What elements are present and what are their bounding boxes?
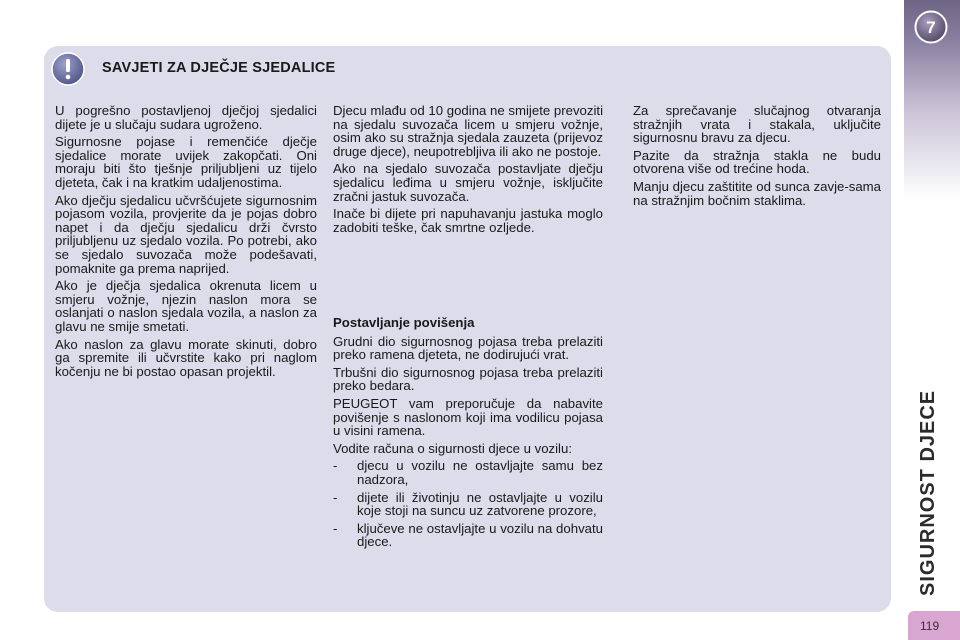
column-2-bottom (333, 316, 603, 553)
list-item-text: dijete ili životinju ne ostavljajte u vozilu koje stoji na suncu uz zatvorene prozore, (357, 489, 603, 519)
dash-bullet: - (333, 458, 338, 474)
paragraph: Ako na sjedalo suvozača postavljate dječju sjedalicu leđima u smjeru vožnje, isključite zračni jastuk suvozača. (333, 161, 603, 204)
paragraph: Sigurnosne pojase i remenčiće dječje sjedalice morate uvijek zakopčati. Oni moraju biti što tješnje priljubljeni uz tijelo djeteta, čak i na kratkim udaljenostima. (55, 134, 317, 190)
paragraph: Manju djecu zaštitite od sunca zavje-sama na stražnjim bočnim staklima. (633, 178, 881, 208)
paragraph: Za sprečavanje slučajnog otvaranja stražnjih vrata i stakala, uključite sigurnosnu bravu za djecu. (633, 103, 881, 146)
dash-bullet: - (333, 520, 338, 536)
paragraph: Pazite da stražnja stakla ne budu otvorena više od trećine hoda. (633, 147, 881, 177)
paragraph: Inače bi dijete pri napuhavanju jastuka moglo zadobiti teške, čak smrtne ozljede. (333, 206, 603, 235)
section-title: SAVJETI ZA DJEČJE SJEDALICE (102, 60, 336, 76)
column-3 (633, 104, 881, 211)
list-item (333, 491, 603, 518)
chapter-number-badge-icon (914, 10, 948, 44)
page-number: 119 (920, 619, 940, 633)
list-item (333, 459, 603, 486)
paragraph: Ako dječju sjedalicu učvršćujete sigurnosnim pojasom vozila, provjerite da je pojas dobro napet i da dječju sjedalicu drži čvrsto priljubljenu uz sjedalo vozila. Po potrebi, ako se sjedalo suvozača može podešavati, pomaknite ga prema naprijed. (55, 192, 317, 276)
paragraph: Ako je dječja sjedalica okrenuta licem u smjeru vožnje, njezin naslon mora se oslanjati o naslon sjedala vozila, a naslon za glavu ne smije smetati. (55, 278, 317, 334)
paragraph: Trbušni dio sigurnosnog pojasa treba prelaziti preko bedara. (333, 364, 603, 394)
subheading: Postavljanje povišenja (333, 315, 475, 330)
paragraph: U pogrešno postavljenoj dječjoj sjedalici dijete je u slučaju sudara ugroženo. (55, 103, 317, 132)
paragraph: Djecu mlađu od 10 godina ne smijete prevoziti na sjedalu suvozača licem u smjeru vožnje, osim ako su stražnja sjedala zauzeta (prijevoz druge djece), neupotrebljiva ili ako ne postoje. (333, 103, 603, 159)
list-item (333, 522, 603, 549)
column-2-top (333, 104, 603, 238)
chapter-title-vertical: SIGURNOST DJECE (917, 389, 939, 596)
paragraph: PEUGEOT vam preporučuje da nabavite povišenje s naslonom koji ima vodilicu pojasa u visini ramena. (333, 395, 603, 439)
chapter-number: 7 (926, 18, 936, 37)
warning-exclamation-icon (51, 52, 85, 86)
list-item-text: ključeve ne ostavljajte u vozilu na dohvatu djece. (357, 520, 603, 550)
dash-bullet: - (333, 489, 338, 505)
paragraph: Ako naslon za glavu morate skinuti, dobro ga spremite ili učvrstite kako pri naglom kočenju ne bi postao opasan projektil. (55, 336, 317, 379)
paragraph: Grudni dio sigurnosnog pojasa treba prelaziti preko ramena djeteta, ne dodirujući vrat. (333, 333, 603, 363)
paragraph: Vodite računa o sigurnosti djece u vozilu: (333, 440, 572, 456)
list-item-text: djecu u vozilu ne ostavljajte samu bez nadzora, (357, 458, 603, 487)
column-1 (55, 104, 317, 382)
